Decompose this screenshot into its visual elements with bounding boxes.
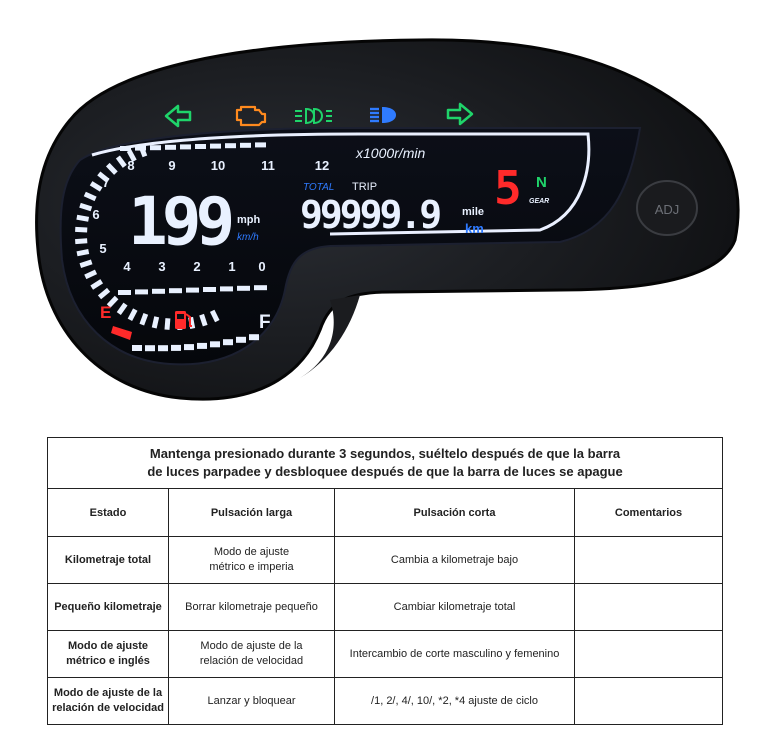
rpm-bar-segment xyxy=(254,285,267,290)
rpm-bar-segment xyxy=(202,315,206,326)
odometer-unit-mile: mile xyxy=(462,206,485,218)
fuel-bar-segment xyxy=(197,343,207,349)
rpm-tick-label: 10 xyxy=(210,158,226,173)
rpm-tick-label: 4 xyxy=(123,259,131,274)
adj-button[interactable] xyxy=(637,181,697,235)
rpm-bar-segment xyxy=(220,286,233,291)
rpm-bar-segment xyxy=(167,318,168,329)
gear-neutral-indicator: N xyxy=(536,174,547,191)
fuel-bar-segment xyxy=(158,345,168,351)
header-comentarios: Comentarios xyxy=(575,489,723,537)
fuel-empty-label: E xyxy=(100,303,112,322)
rpm-bar-segment xyxy=(203,287,216,292)
fuel-bar-segment xyxy=(171,345,181,351)
header-pulsacion-larga: Pulsación larga xyxy=(169,489,335,537)
odometer-unit-km: km xyxy=(465,221,484,236)
rpm-bar-segment xyxy=(169,288,182,293)
cell-state: Modo de ajuste de la relación de velocidad xyxy=(48,678,169,725)
rpm-tick-label: 12 xyxy=(314,158,330,173)
cell-long-press: Modo de ajuste de la relación de velocidad xyxy=(169,631,335,678)
rpm-tick-label: 7 xyxy=(102,175,110,190)
rpm-tick-label: 8 xyxy=(127,158,135,173)
rpm-bar-segment xyxy=(240,143,251,148)
adj-label: ADJ xyxy=(654,202,680,217)
rpm-tick-label: 0 xyxy=(258,259,266,274)
fuel-bar-segment xyxy=(145,345,155,351)
rpm-tick-label: 11 xyxy=(261,158,275,173)
cell-short-press: Cambiar kilometraje total xyxy=(335,584,575,631)
cell-notes xyxy=(575,537,723,584)
rpm-bar-segment xyxy=(118,290,131,295)
cell-notes xyxy=(575,631,723,678)
rpm-bar-segment xyxy=(77,252,89,254)
rpm-bar-segment xyxy=(152,289,165,294)
table-row xyxy=(48,678,723,725)
gear-readout: 5 xyxy=(494,161,522,215)
cell-short-press: Cambia a kilometraje bajo xyxy=(335,537,575,584)
fuel-bar-segment xyxy=(223,339,233,345)
rpm-bar-segment xyxy=(120,146,131,151)
rpm-tick-label: 6 xyxy=(92,207,100,222)
button-function-table xyxy=(47,437,723,725)
cell-notes xyxy=(575,584,723,631)
rpm-bar-segment xyxy=(180,144,191,149)
rpm-bar-segment xyxy=(150,145,161,150)
speed-unit-kmh: km/h xyxy=(237,232,259,243)
rpm-bar-segment xyxy=(255,142,266,147)
rpm-tick-label: 9 xyxy=(168,158,176,173)
cell-long-press: Lanzar y bloquear xyxy=(169,678,335,725)
header-pulsacion-corta: Pulsación corta xyxy=(335,489,575,537)
speed-unit-mph: mph xyxy=(237,214,261,226)
table-title-line2: de luces parpadee y desbloquee después de que la barra de luces se apague xyxy=(147,464,623,479)
button-function-table-container xyxy=(47,437,722,725)
cell-notes xyxy=(575,678,723,725)
cell-long-press: Borrar kilometraje pequeño xyxy=(169,584,335,631)
rpm-tick-label: 2 xyxy=(193,259,201,274)
rpm-bar-segment xyxy=(75,229,87,230)
rpm-bar-segment xyxy=(75,241,87,242)
trip-label: TRIP xyxy=(352,181,378,193)
fuel-full-label: F xyxy=(259,312,271,333)
header-estado: Estado xyxy=(48,489,169,537)
position-light-icon xyxy=(295,109,332,123)
table-row xyxy=(48,631,723,678)
table-row xyxy=(48,584,723,631)
fuel-bar-segment xyxy=(236,337,246,343)
gear-label: GEAR xyxy=(529,198,550,205)
rpm-bar-segment xyxy=(80,262,91,266)
rpm-bar-segment xyxy=(135,146,146,151)
table-header-row xyxy=(48,489,723,537)
fuel-bar-segment xyxy=(249,334,259,340)
table-title xyxy=(48,438,723,489)
rpm-bar-segment xyxy=(195,144,206,149)
rpm-bar-segment xyxy=(77,217,89,219)
odometer-readout: 99999.9 xyxy=(300,193,440,237)
cell-state: Modo de ajuste métrico e inglés xyxy=(48,631,169,678)
rpm-bar-segment xyxy=(186,288,199,293)
rpm-bar-segment xyxy=(154,317,157,328)
fuel-bar-segment xyxy=(210,341,220,347)
speed-readout: 199 xyxy=(128,183,230,260)
cell-short-press: /1, 2/, 4/, 10/, *2, *4 ajuste de ciclo xyxy=(335,678,575,725)
rpm-bar-segment xyxy=(135,289,148,294)
rpm-bar-segment xyxy=(225,143,236,148)
table-row xyxy=(48,537,723,584)
total-label: TOTAL xyxy=(303,182,335,193)
rpm-tick-label: 3 xyxy=(158,259,166,274)
rpm-bar-segment xyxy=(80,205,91,209)
rpm-bar-segment xyxy=(237,286,250,291)
rpm-bar-segment xyxy=(165,145,176,150)
cell-short-press: Intercambio de corte masculino y femenino xyxy=(335,631,575,678)
fuel-bar-segment xyxy=(184,344,194,350)
table-title-line1: Mantenga presionado durante 3 segundos, suéltelo después de que la barra xyxy=(149,446,621,461)
rpm-tick-label: 1 xyxy=(228,259,236,274)
cell-state: Pequeño kilometraje xyxy=(48,584,169,631)
rpm-unit-label: x1000r/min xyxy=(356,145,426,161)
rpm-bar-segment xyxy=(210,144,221,149)
fuel-bar-segment xyxy=(132,345,142,351)
rpm-tick-label: 5 xyxy=(99,241,107,256)
cell-state: Kilometraje total xyxy=(48,537,169,584)
cell-long-press: Modo de ajuste métrico e imperia xyxy=(169,537,335,584)
